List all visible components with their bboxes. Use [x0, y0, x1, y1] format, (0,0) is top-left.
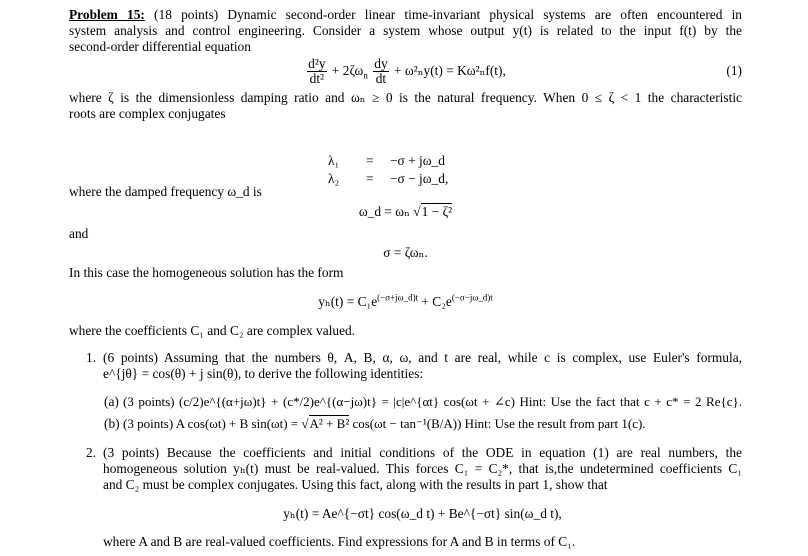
- item-2-line-2: homogeneous solution yₕ(t) must be real-valued. This forces C₁ = C₂*, that is,the undetermined coefficients C₁: [103, 461, 742, 476]
- item-1-line-1: (6 points) Assuming that the numbers θ, A, B, α, ω, and t are real, while c is complex, use Euler's formula,: [103, 350, 742, 365]
- mid: + C₂e: [418, 294, 452, 309]
- intro-line-3: second-order differential equation: [69, 39, 251, 54]
- where-line-1: where ζ is the dimensionless damping ratio and ωₙ ≥ 0 is the natural frequency. When 0 ≤ ζ < 1 the characteristic: [69, 90, 742, 105]
- equation-1: [69, 56, 742, 86]
- eq1-term: + 2ζω: [331, 63, 364, 78]
- rhs: −σ − jω_d,: [390, 171, 449, 186]
- numerator: dy: [374, 56, 388, 72]
- exponent: (−σ+jω_d)t: [377, 292, 419, 303]
- lhs: λ₁: [328, 153, 340, 168]
- pre: (3 points) A cos(ωt) + B sin(ωt) = √: [123, 416, 309, 431]
- lhs: yₕ(t) = C₁e: [318, 294, 378, 309]
- lambda-1-eq: [328, 153, 445, 169]
- homog-text: In this case the homogeneous solution has the form: [69, 265, 344, 280]
- item-2-eq: yₕ(t) = Ae^{−σt} cos(ω_d t) + Be^{−σt} sin(ω_d t),: [283, 506, 562, 521]
- rhs: −σ + jω_d: [390, 153, 445, 168]
- denominator: dt: [375, 71, 387, 87]
- item-2-line-3: and C₂ must be complex conjugates. Using this fact, along with the results in part 1, show that: [103, 477, 608, 492]
- and-text: and: [69, 226, 89, 241]
- eq1-rest: + ω²ₙy(t) = Kω²ₙf(t),: [394, 63, 506, 78]
- item-1b-text: [123, 416, 742, 432]
- lhs: λ₂: [328, 171, 340, 186]
- fraction-dy-dt: [373, 57, 388, 86]
- equals: =: [366, 153, 374, 168]
- equals: =: [366, 171, 374, 186]
- post: cos(ωt − tan⁻¹(B/A)) Hint: Use the result from part 1(c).: [349, 416, 646, 431]
- yh-eq: [69, 294, 742, 310]
- numerator: d²y: [308, 56, 326, 72]
- denominator: dt²: [309, 71, 325, 87]
- intro-text: (18 points) Dynamic second-order linear time-invariant physical systems are often encountered in: [154, 7, 742, 22]
- item-1b-label: (b): [104, 416, 120, 431]
- item-2-line-4: where A and B are real-valued coefficients. Find expressions for A and B in terms of C₁.: [103, 534, 576, 549]
- coeff-text: where the coefficients C₁ and C₂ are complex valued.: [69, 323, 356, 338]
- item-2-number: 2.: [86, 445, 97, 460]
- damped-text: where the damped frequency ω_d is: [69, 184, 262, 199]
- fraction-d2y-dt2: [307, 57, 326, 86]
- sigma-eq: σ = ζωₙ.: [383, 245, 428, 260]
- item-1-line-2: e^{jθ} = cos(θ) + j sin(θ), to derive the following identities:: [103, 366, 424, 381]
- intro-line-1: [69, 7, 742, 23]
- where-line-2: roots are complex conjugates: [69, 106, 226, 121]
- equation-number: (1): [726, 63, 742, 78]
- eq1-sub: n: [363, 70, 368, 81]
- radicand: 1 − ζ²: [421, 204, 453, 219]
- item-1a-text: (3 points) (c/2)e^{(α+jω)t} + (c*/2)e^{(α−jω)t} = |c|e^{αt} cos(ωt + ∠c) Hint: Use the fact that c + c* = 2 Re{c}.: [123, 394, 742, 409]
- radicand: A² + B²: [309, 416, 350, 431]
- intro-line-2: system analysis and control engineering. Consider a system whose output y(t) is related to the input f(t) by the: [69, 23, 742, 38]
- exponent: (−σ−jω_d)t: [451, 292, 493, 303]
- item-1-number: 1.: [86, 350, 97, 365]
- omega-d-eq: ω_d = ωₙ √1 − ζ²: [358, 204, 453, 219]
- item-1a-label: (a): [104, 394, 119, 409]
- item-2-line-1: (3 points) Because the coefficients and initial conditions of the ODE in equation (1) are real numbers, the: [103, 445, 742, 460]
- lhs: ω_d = ωₙ: [358, 204, 410, 219]
- problem-title: Problem 15:: [69, 7, 145, 22]
